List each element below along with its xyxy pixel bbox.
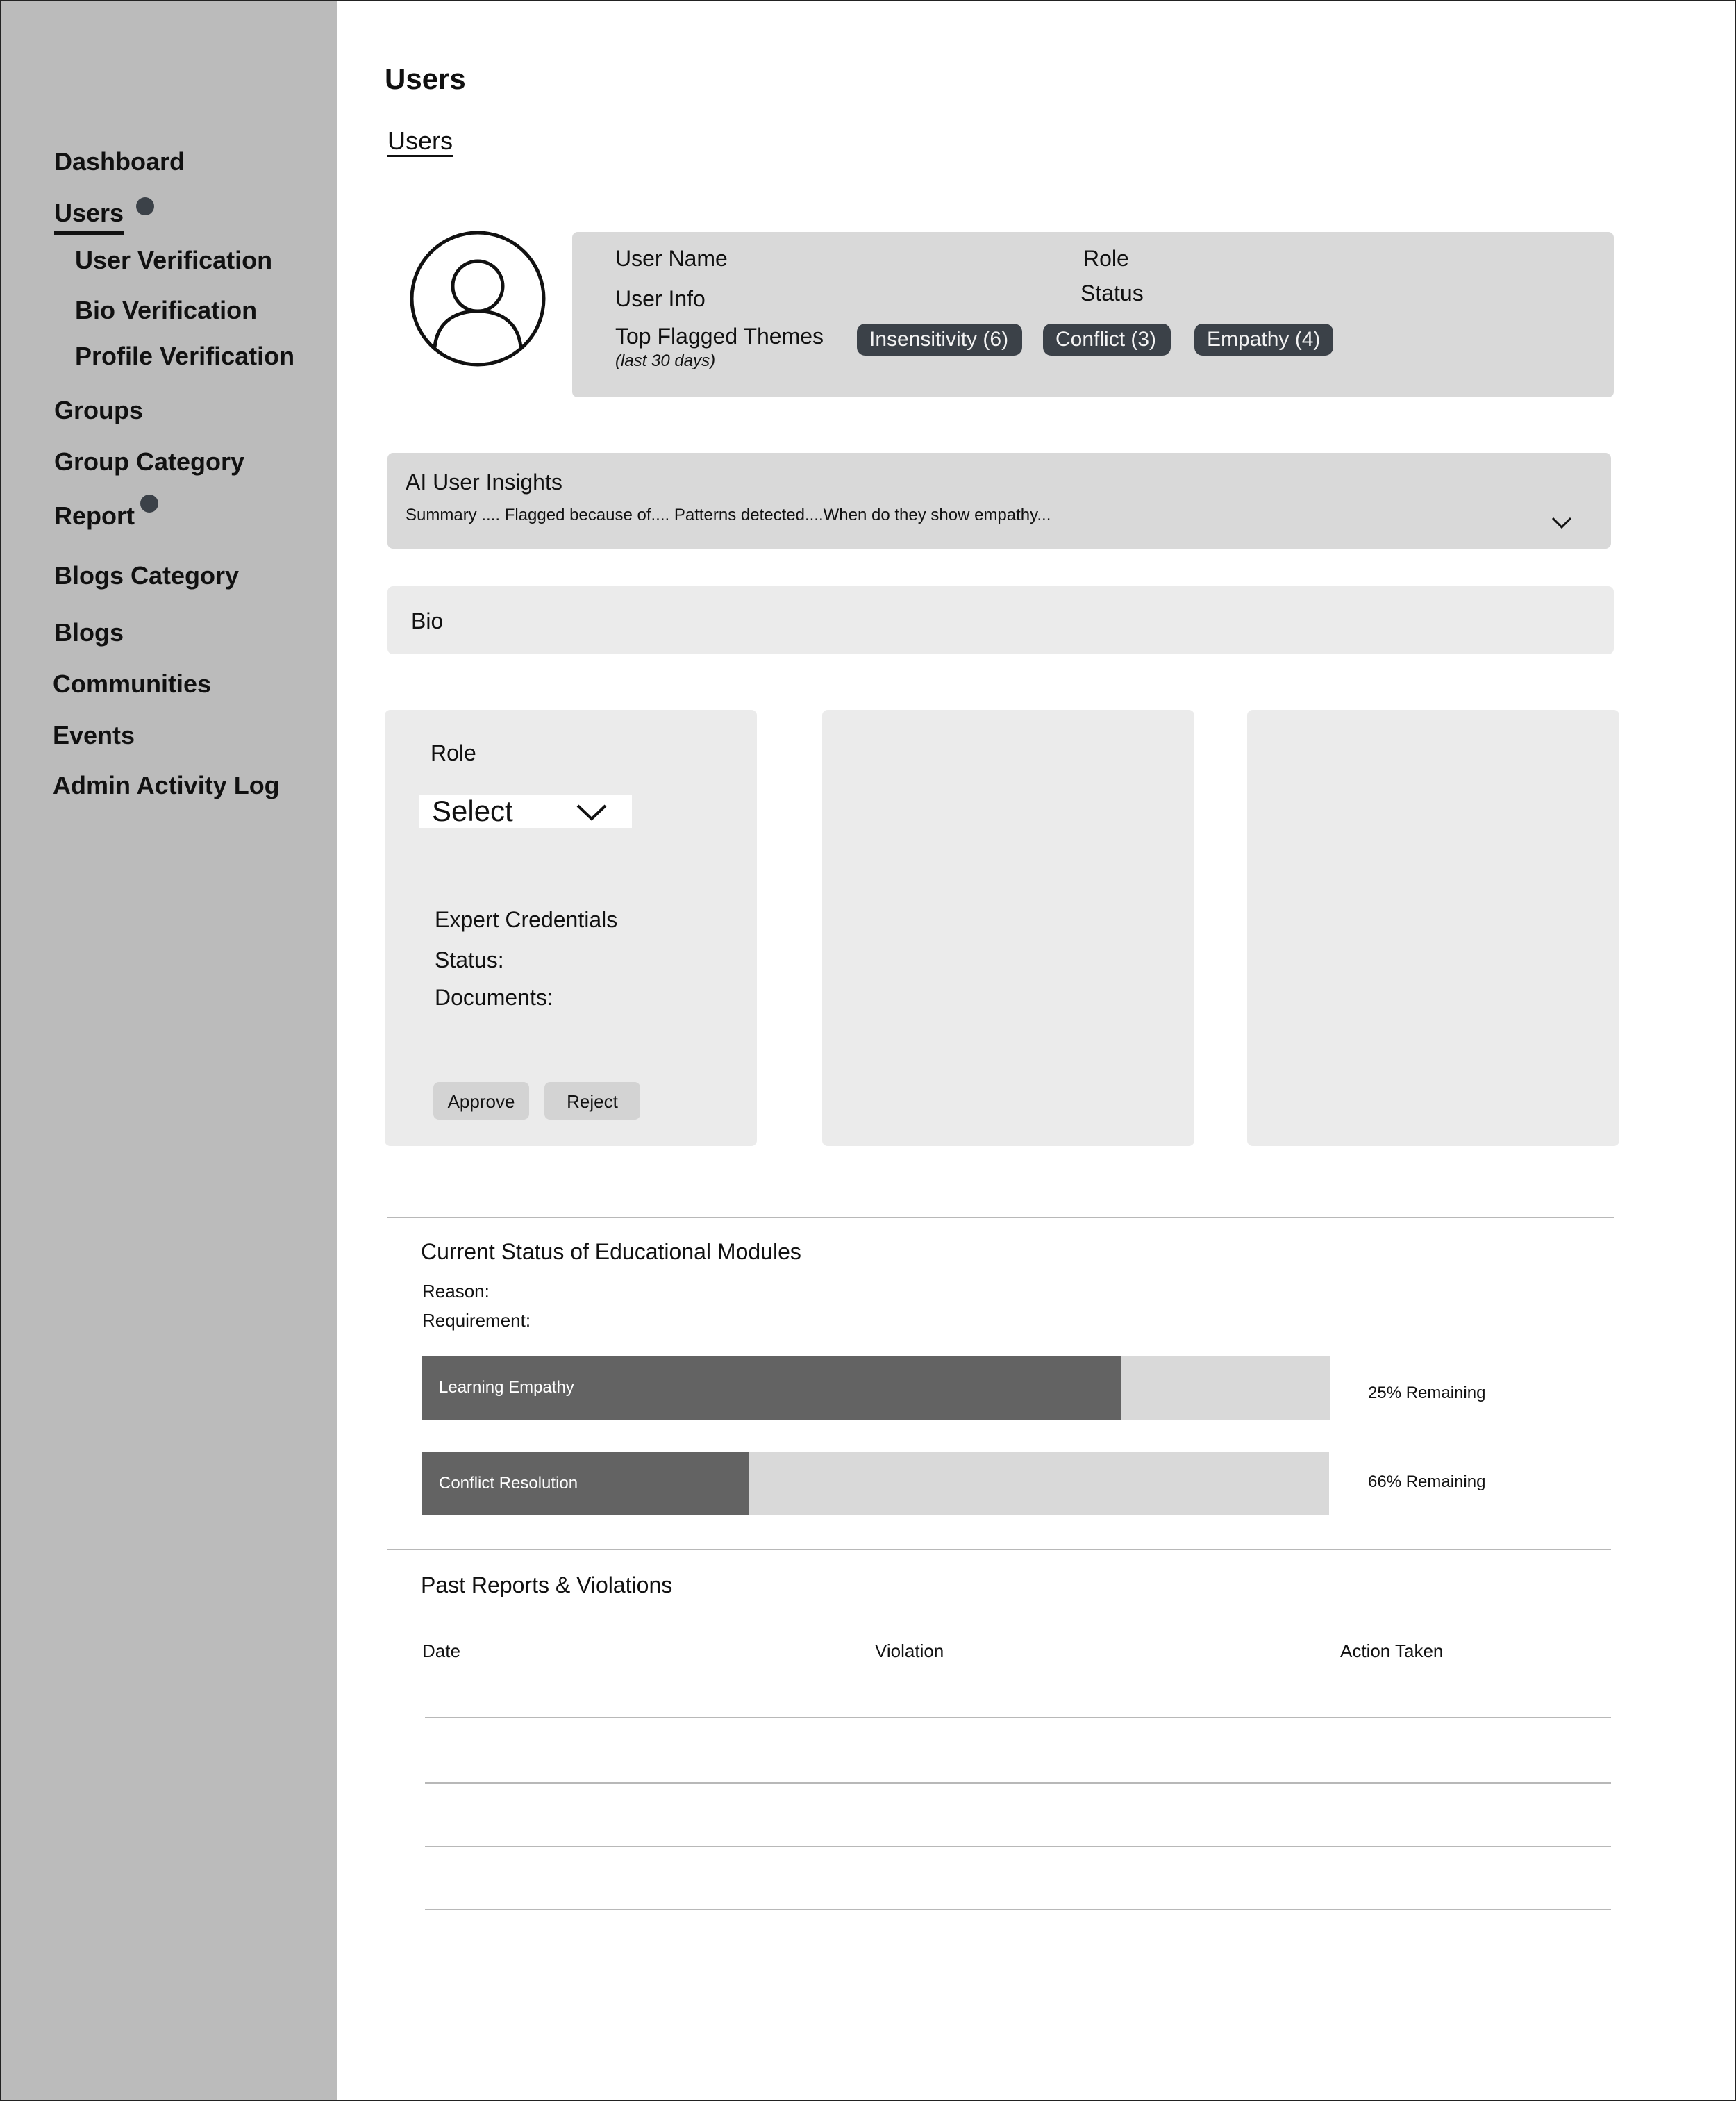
module-remaining: 25% Remaining	[1368, 1384, 1486, 1402]
sidebar-item-user-verification[interactable]: User Verification	[75, 246, 273, 274]
column-header-violation: Violation	[875, 1641, 944, 1661]
user-info-label: User Info	[615, 286, 706, 311]
module-name: Conflict Resolution	[439, 1474, 578, 1493]
sidebar-item-report[interactable]: Report	[54, 501, 135, 530]
role-panel	[385, 710, 757, 1146]
users-notification-badge	[136, 197, 154, 215]
sidebar-item-events[interactable]: Events	[53, 721, 135, 749]
sidebar	[1, 1, 337, 2100]
theme-pill-insensitivity[interactable]: Insensitivity (6)	[857, 324, 1022, 356]
active-underline	[54, 231, 124, 235]
module-progress-bar	[422, 1452, 1329, 1515]
empty-panel-right	[1247, 710, 1619, 1146]
credentials-documents-label: Documents:	[435, 985, 553, 1010]
sidebar-item-profile-verification[interactable]: Profile Verification	[75, 342, 295, 370]
user-avatar-icon	[410, 231, 546, 367]
page-title: Users	[385, 63, 466, 95]
theme-pill-conflict[interactable]: Conflict (3)	[1043, 324, 1171, 356]
table-row	[425, 1909, 1611, 1910]
chevron-down-icon[interactable]	[1551, 517, 1572, 529]
sidebar-item-groups[interactable]: Groups	[54, 396, 144, 424]
sidebar-item-blogs-category[interactable]: Blogs Category	[54, 561, 240, 590]
modules-reason-label: Reason:	[422, 1281, 490, 1302]
user-name-label: User Name	[615, 246, 728, 271]
breadcrumb[interactable]: Users	[387, 126, 453, 155]
divider	[387, 1217, 1614, 1218]
column-header-date: Date	[422, 1641, 460, 1661]
sidebar-item-group-category[interactable]: Group Category	[54, 447, 245, 476]
sidebar-item-admin-activity-log[interactable]: Admin Activity Log	[53, 771, 280, 799]
empty-panel-middle	[822, 710, 1194, 1146]
modules-requirement-label: Requirement:	[422, 1310, 531, 1331]
module-name: Learning Empathy	[439, 1378, 574, 1397]
bio-label: Bio	[411, 608, 444, 633]
reject-button[interactable]: Reject	[544, 1082, 640, 1120]
role-select-value: Select	[432, 795, 513, 827]
divider	[387, 1549, 1611, 1550]
top-flagged-period: (last 30 days)	[615, 351, 716, 370]
approve-button[interactable]: Approve	[433, 1082, 529, 1120]
expert-credentials-title: Expert Credentials	[435, 907, 618, 932]
chevron-down-icon	[576, 804, 607, 821]
status-label: Status	[1080, 281, 1144, 306]
theme-pill-empathy[interactable]: Empathy (4)	[1194, 324, 1333, 356]
sidebar-item-bio-verification[interactable]: Bio Verification	[75, 296, 258, 324]
column-header-action-taken: Action Taken	[1340, 1641, 1444, 1661]
report-notification-badge	[140, 495, 158, 513]
sidebar-item-dashboard[interactable]: Dashboard	[54, 147, 185, 176]
module-remaining: 66% Remaining	[1368, 1472, 1486, 1491]
table-row	[425, 1782, 1611, 1784]
credentials-status-label: Status:	[435, 947, 504, 972]
bio-section	[387, 586, 1614, 654]
modules-title: Current Status of Educational Modules	[421, 1239, 801, 1264]
role-panel-title: Role	[431, 740, 476, 765]
top-flagged-themes-label: Top Flagged Themes	[615, 324, 824, 349]
role-label: Role	[1083, 246, 1129, 271]
role-select[interactable]	[419, 795, 632, 828]
module-progress-bar	[422, 1356, 1330, 1420]
sidebar-item-communities[interactable]: Communities	[53, 670, 212, 698]
reports-title: Past Reports & Violations	[421, 1572, 673, 1597]
sidebar-item-blogs[interactable]: Blogs	[54, 618, 124, 647]
user-info-card	[572, 232, 1614, 397]
table-row	[425, 1846, 1611, 1847]
table-row	[425, 1717, 1611, 1718]
sidebar-item-users[interactable]: Users	[54, 199, 124, 227]
insights-summary: Summary .... Flagged because of.... Patterns detected....When do they show empathy...	[406, 506, 1051, 524]
insights-title: AI User Insights	[406, 470, 562, 495]
ai-user-insights-panel[interactable]	[387, 453, 1611, 549]
